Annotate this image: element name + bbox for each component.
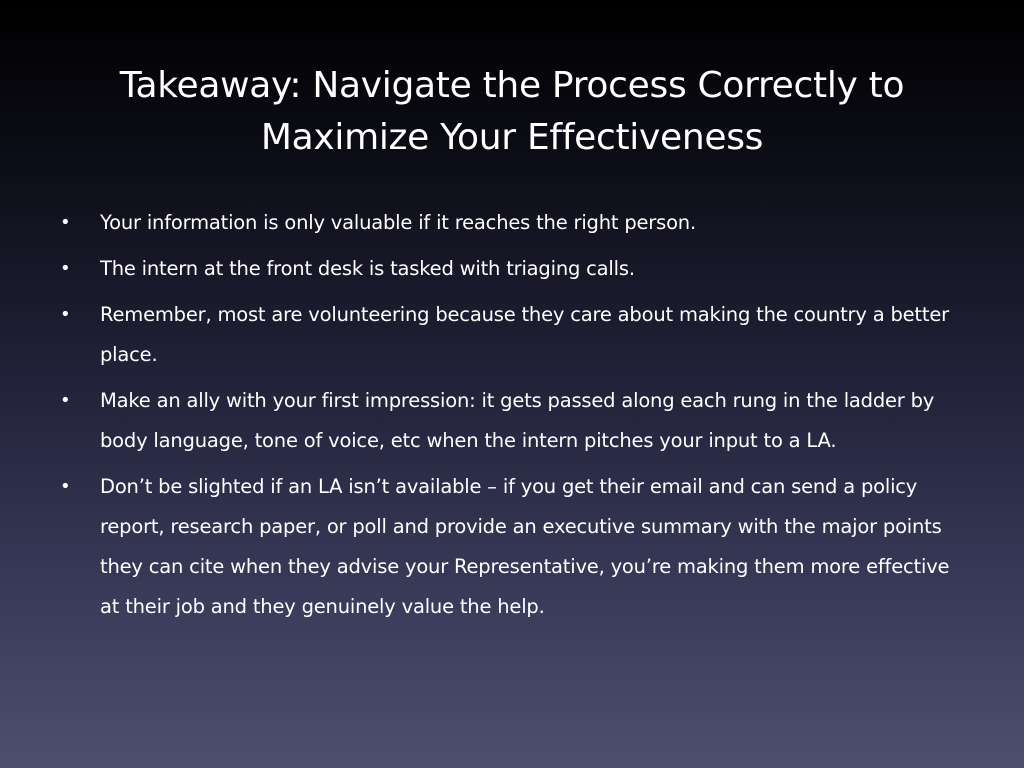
bullet-text: Remember, most are volunteering because they care about making the country a better place. <box>100 303 949 366</box>
bullet-item <box>58 203 964 243</box>
bullet-text: Your information is only valuable if it reaches the right person. <box>100 211 696 234</box>
bullet-text: The intern at the front desk is tasked with triaging calls. <box>100 257 635 280</box>
slide-title-line-2: Maximize Your Effectiveness <box>260 117 764 158</box>
bullet-item <box>58 467 964 627</box>
bullet-text: Don’t be slighted if an LA isn’t available – if you get their email and can send a policy report, research paper, or poll and provide an executive summary with the major points they can cite when they advise your Representative, you’re making them more effective at their job and they genuinely value the help. <box>100 475 950 618</box>
slide-title-line-1: Takeaway: Navigate the Process Correctly to <box>119 65 905 106</box>
bullet-marker: • <box>60 476 71 497</box>
bullet-item <box>58 249 964 289</box>
bullet-marker: • <box>60 390 71 411</box>
bullet-marker: • <box>60 258 71 279</box>
bullet-item <box>58 381 964 461</box>
bullet-item <box>58 295 964 375</box>
bullet-list <box>58 203 964 633</box>
slide-title <box>60 60 964 164</box>
bullet-marker: • <box>60 304 71 325</box>
bullet-text: Make an ally with your first impression: it gets passed along each rung in the ladder by body language, tone of voice, etc when the intern pitches your input to a LA. <box>100 389 935 452</box>
bullet-marker: • <box>60 212 71 233</box>
